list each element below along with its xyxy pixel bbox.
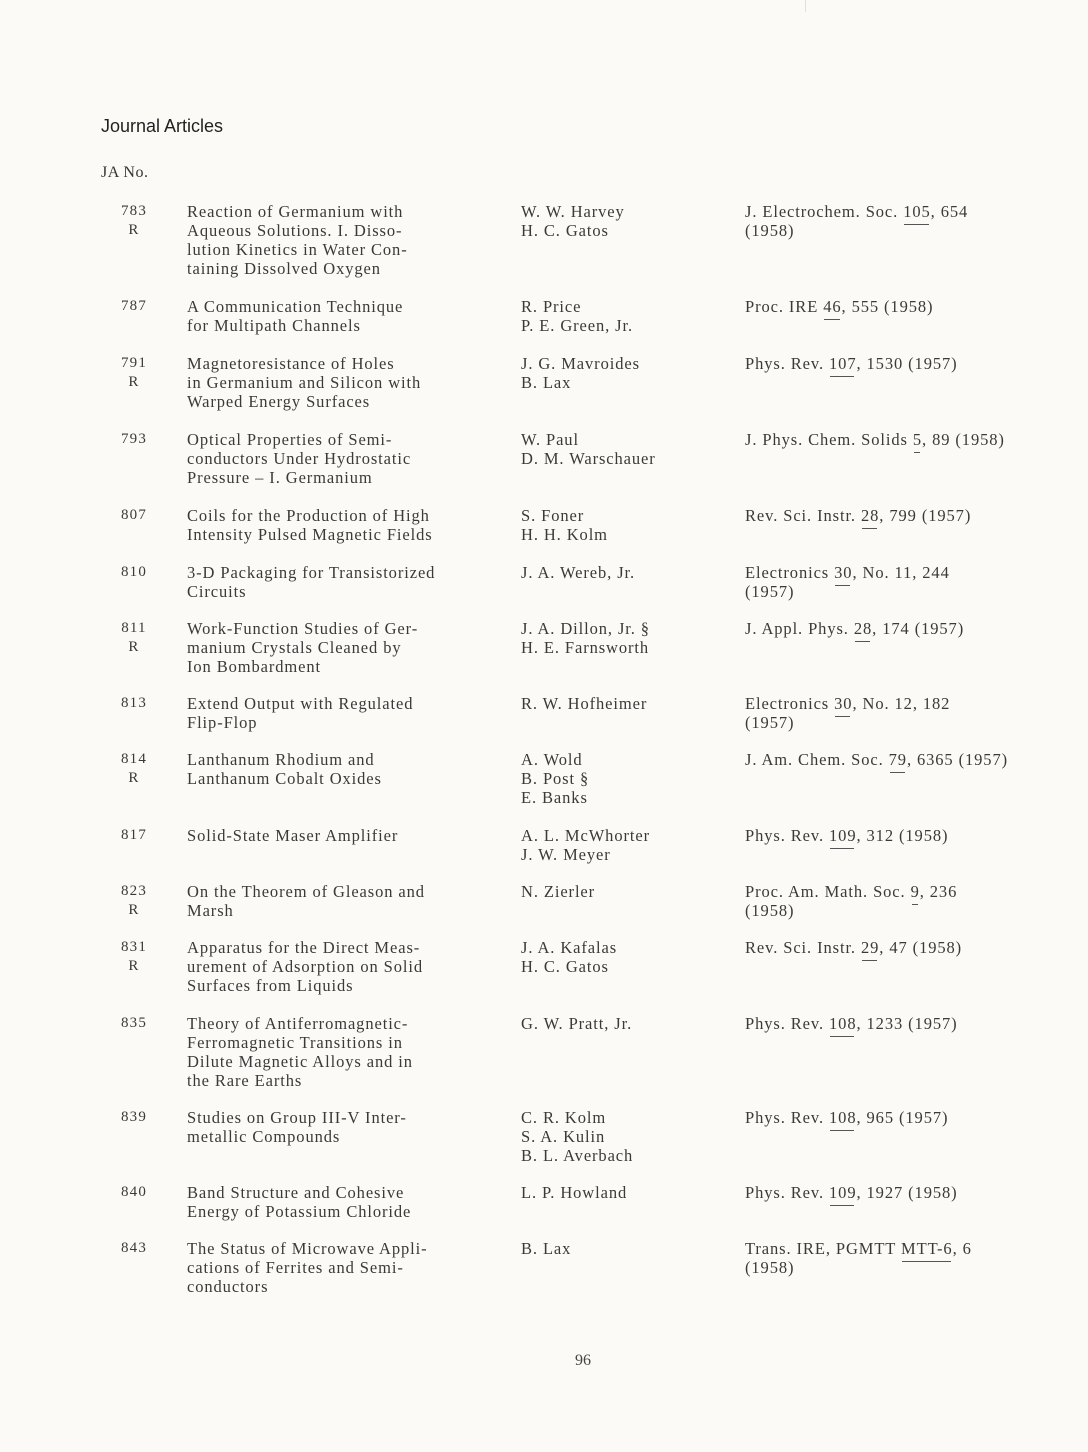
article-authors: W. Paul D. M. Warschauer [521,430,656,468]
ja-number: 843 [120,1240,148,1256]
citation-volume: 46 [823,297,842,316]
citation-year: (1957) [745,582,795,601]
scan-edge-mark [805,0,806,12]
citation-year: (1958) [745,221,795,240]
citation-journal: Trans. IRE, PGMTT [745,1239,902,1258]
article-authors: N. Zierler [521,882,596,901]
citation-line [745,430,1065,449]
citation-year: (1958) [745,901,795,920]
article-title: Extend Output with Regulated Flip-Flop [187,694,414,732]
citation-volume: 28 [860,506,880,525]
article-citation [745,354,1065,373]
citation-pages-year: , No. 12, 182 [852,694,951,713]
citation-pages-year: , 47 (1958) [879,938,963,957]
citation-volume: 28 [853,619,873,638]
article-authors: C. R. Kolm S. A. Kulin B. L. Averbach [521,1108,634,1165]
citation-volume: 79 [888,750,907,769]
article-citation [745,563,1065,601]
section-title: Journal Articles [101,116,224,136]
article-citation [745,202,1065,240]
citation-line [745,750,1065,769]
article-title: On the Theorem of Gleason and Marsh [187,882,425,920]
ja-number: 840 [120,1184,148,1200]
citation-pages-year: , 1927 (1958) [856,1183,958,1202]
article-authors: J. G. Mavroides B. Lax [521,354,640,392]
article-authors: S. Foner H. H. Kolm [521,506,608,544]
article-title: Studies on Group III-V Inter- metallic Compounds [187,1108,407,1146]
citation-line [745,297,1065,316]
citation-journal: Proc. Am. Math. Soc. [745,882,911,901]
citation-journal: Electronics [745,563,835,582]
article-authors: L. P. Howland [521,1183,628,1202]
citation-pages-year: , 799 (1957) [879,506,972,525]
article-authors: R. W. Hofheimer [521,694,648,713]
citation-line [745,882,1065,901]
citation-pages-year: , 1233 (1957) [856,1014,958,1033]
article-citation [745,619,1065,638]
citation-journal: Phys. Rev. [745,1014,830,1033]
article-title: Reaction of Germanium with Aqueous Solutions. I. Disso- lution Kinetics in Water Con- taining Dissolved Oxygen [187,202,408,278]
citation-journal: Proc. IRE [745,297,824,316]
citation-journal: J. Electrochem. Soc. [745,202,904,221]
citation-volume: 109 [829,1183,857,1202]
citation-journal: Rev. Sci. Instr. [745,938,861,957]
article-title: Lanthanum Rhodium and Lanthanum Cobalt Oxides [187,750,382,788]
article-citation [745,1014,1065,1033]
article-citation [745,694,1065,732]
page-number: 96 [575,1352,591,1369]
article-title: Apparatus for the Direct Meas- urement of Adsorption on Solid Surfaces from Liquids [187,938,423,995]
citation-pages-year: , 555 (1958) [841,297,934,316]
article-authors: B. Lax [521,1239,572,1258]
citation-volume: 109 [829,826,857,845]
article-citation [745,882,1065,920]
citation-pages-year: , 965 (1957) [856,1108,949,1127]
citation-pages-year: , 236 [919,882,958,901]
citation-volume: 107 [829,354,857,373]
citation-line [745,826,1065,845]
article-citation [745,750,1065,769]
citation-line [745,938,1065,957]
citation-line [745,354,1065,373]
citation-pages-year: , 312 (1958) [856,826,949,845]
citation-line [745,1239,1065,1258]
citation-journal: J. Appl. Phys. [745,619,854,638]
article-title: Coils for the Production of High Intensity Pulsed Magnetic Fields [187,506,433,544]
ja-number: 823 R [120,883,148,918]
citation-line [745,563,1065,582]
citation-line [745,506,1065,525]
article-title: Band Structure and Cohesive Energy of Potassium Chloride [187,1183,412,1221]
citation-volume: 29 [860,938,880,957]
ja-number: 839 [120,1109,148,1125]
citation-journal: Phys. Rev. [745,1183,830,1202]
article-citation [745,938,1065,957]
article-title: 3-D Packaging for Transistorized Circuits [187,563,436,601]
citation-volume: 9 [910,882,920,901]
ja-number: 791 R [120,355,148,390]
ja-number: 787 [120,298,148,314]
article-authors: A. L. McWhorter J. W. Meyer [521,826,650,864]
citation-line [745,1108,1065,1127]
article-title: Work-Function Studies of Ger- manium Crystals Cleaned by Ion Bombardment [187,619,419,676]
ja-number: 835 [120,1015,148,1031]
article-title: Theory of Antiferromagnetic- Ferromagnetic Transitions in Dilute Magnetic Alloys and in the Rare Earths [187,1014,413,1090]
citation-volume: 30 [834,563,853,582]
article-authors: G. W. Pratt, Jr. [521,1014,633,1033]
article-authors: W. W. Harvey H. C. Gatos [521,202,625,240]
citation-pages-year: , 6365 (1957) [906,750,1009,769]
article-citation [745,1183,1065,1202]
article-citation [745,1239,1065,1277]
article-citation [745,1108,1065,1127]
citation-volume: 105 [903,202,931,221]
article-authors: R. Price P. E. Green, Jr. [521,297,634,335]
article-authors: A. Wold B. Post § E. Banks [521,750,590,807]
citation-volume: 30 [834,694,853,713]
article-title: A Communication Technique for Multipath Channels [187,297,404,335]
citation-pages-year: , No. 11, 244 [852,563,950,582]
citation-journal: Phys. Rev. [745,1108,830,1127]
article-title: Magnetoresistance of Holes in Germanium and Silicon with Warped Energy Surfaces [187,354,422,411]
ja-number: 810 [120,564,148,580]
citation-journal: Electronics [745,694,835,713]
ja-number: 817 [120,827,148,843]
citation-journal: Phys. Rev. [745,826,830,845]
ja-number: 807 [120,507,148,523]
ja-number: 783 R [120,203,148,238]
citation-volume: 5 [912,430,923,449]
article-authors: J. A. Kafalas H. C. Gatos [521,938,618,976]
ja-number: 831 R [120,939,148,974]
ja-number: 793 [120,431,148,447]
citation-line [745,1183,1065,1202]
citation-pages-year: , 1530 (1957) [856,354,958,373]
citation-journal: Rev. Sci. Instr. [745,506,861,525]
article-title: Solid-State Maser Amplifier [187,826,399,845]
ja-number: 813 [120,695,148,711]
citation-year: (1957) [745,713,795,732]
citation-pages-year: , 89 (1958) [922,430,1005,449]
ja-number: 814 R [120,751,148,786]
citation-volume: MTT-6 [901,1239,953,1258]
citation-journal: Phys. Rev. [745,354,830,373]
citation-line [745,202,1065,221]
article-authors: J. A. Wereb, Jr. [521,563,636,582]
article-authors: J. A. Dillon, Jr. § H. E. Farnsworth [521,619,650,657]
article-title: The Status of Microwave Appli- cations of Ferrites and Semi- conductors [187,1239,428,1296]
article-citation [745,430,1065,449]
article-title: Optical Properties of Semi- conductors Under Hydrostatic Pressure – I. Germanium [187,430,412,487]
citation-volume: 108 [829,1014,857,1033]
ja-number: 811 R [121,620,147,655]
citation-line [745,619,1065,638]
article-citation [745,506,1065,525]
citation-journal: J. Am. Chem. Soc. [745,750,889,769]
ja-number-column-label: JA No. [101,164,149,181]
article-citation [745,826,1065,845]
article-citation [745,297,1065,316]
citation-line [745,1014,1065,1033]
citation-pages-year: , 174 (1957) [872,619,965,638]
citation-pages-year: , 654 [930,202,969,221]
citation-year: (1958) [745,1258,795,1277]
citation-line [745,694,1065,713]
citation-volume: 108 [829,1108,857,1127]
citation-pages-year: , 6 [952,1239,972,1258]
citation-journal: J. Phys. Chem. Solids [745,430,913,449]
